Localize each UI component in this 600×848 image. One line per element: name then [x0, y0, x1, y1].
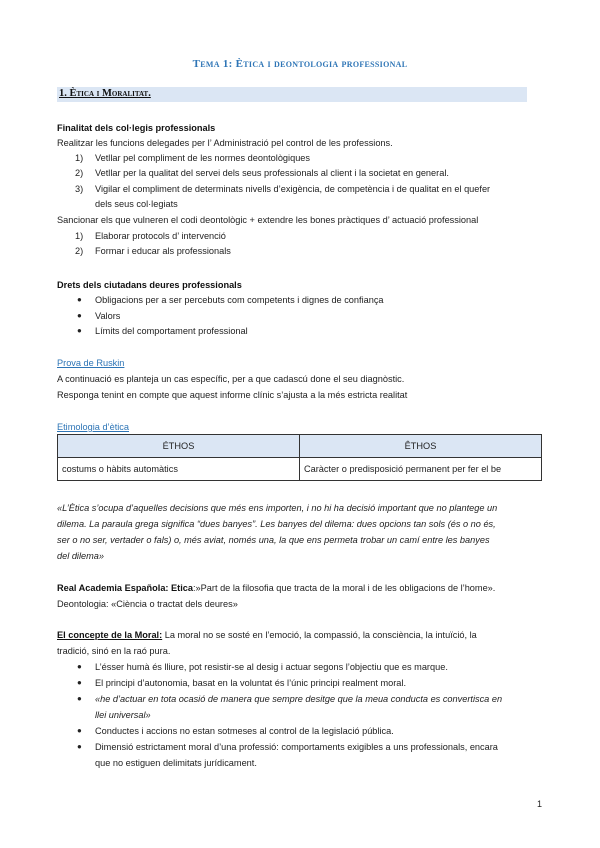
list-number: 1) [75, 231, 84, 241]
table-header-row [58, 435, 542, 458]
etymology-table [57, 434, 542, 481]
list-item: Conductes i accions no estan sotmeses al control de la legislació pública. [95, 726, 394, 736]
list-number: 2) [75, 246, 84, 256]
bullet-icon: ● [77, 295, 82, 304]
document-title: Tema 1: Ètica i deontologia professional [192, 58, 408, 70]
list-item: Dimensió estrictament moral d’una professió: comportaments exigibles a uns professionals, encara [95, 742, 498, 752]
bullet-icon: ● [77, 662, 82, 671]
list-item: Vigilar el compliment de determinats nivells d’exigència, de competència i de qualitat en el quefer [95, 184, 491, 194]
bullet-icon: ● [77, 311, 82, 320]
moral-label: El concepte de la Moral: [57, 630, 163, 640]
list-item: Límits del comportament professional [95, 326, 248, 336]
rae-label: Real Academia Española: Etica [57, 583, 193, 593]
finalitat-heading: Finalitat dels col·legis professionals [57, 123, 216, 133]
bullet-icon: ● [77, 326, 82, 335]
list-item: Elaborar protocols d’ intervenció [95, 231, 226, 241]
quote-line: del dilema» [57, 551, 104, 561]
section-heading: 1. Ètica i Moralitat. [59, 88, 151, 99]
bullet-icon: ● [77, 678, 82, 687]
list-item: El principi d’autonomia, basat en la voluntat és l’únic principi realment moral. [95, 678, 407, 688]
ruskin-line: Responga tenint en compte que aquest informe clínic s’ajusta a la més estricta realitat [57, 390, 408, 400]
list-item: L’ésser humà és lliure, pot resistir-se al desig i actuar segons l’objectiu que es marque. [95, 662, 448, 672]
table-cell: Caràcter o predisposició permanent per fer el be [300, 458, 542, 481]
bullet-icon: ● [77, 694, 82, 703]
list-item: «he d’actuar en tota ocasió de manera que sempre desitge que la meua conducta es convertisca en [95, 694, 503, 704]
etimologia-heading-link[interactable]: Etimologia d’ètica [57, 422, 130, 432]
moral-text-continuation: tradició, sinó en la raó pura. [57, 646, 171, 656]
moral-paragraph [57, 629, 477, 641]
rae-definition [57, 582, 495, 594]
list-item-continuation: llei universal» [95, 710, 151, 720]
drets-heading: Drets dels ciutadans deures professionals [57, 280, 242, 290]
moral-text: La moral no se sosté en l’emoció, la compassió, la consciència, la intuïció, la [162, 630, 477, 640]
list-item: Valors [95, 311, 121, 321]
quote-line: ser o no ser, vertader o fals) o, més aviat, només una, la que ens permeta trobar un camí entre les banyes [57, 535, 490, 545]
list-item: Vetllar pel compliment de les normes deontològiques [95, 153, 311, 163]
quote-line: dilema. La paraula grega significa “dues banyes”. Les banyes del dilema: dues opcions tan sols (és o no és, [57, 519, 496, 529]
table-header-cell: ÉTHOS [58, 435, 300, 458]
list-number: 2) [75, 168, 84, 178]
bullet-icon: ● [77, 742, 82, 751]
quote-line: «L’Ètica s’ocupa d’aquelles decisions que més ens importen, i no hi ha decisió important que no plantege un [57, 503, 498, 513]
list-number: 3) [75, 184, 84, 194]
rae-text: :»Part de la filosofia que tracta de la moral i de les obligacions de l’home». [193, 583, 496, 593]
ruskin-line: A continuació es planteja un cas específic, per a que cadascú done el seu diagnòstic. [57, 374, 405, 384]
list-item-continuation: dels seus col·legiats [95, 199, 178, 209]
page-number: 1 [536, 799, 542, 809]
list-item-continuation: que no estiguen delimitats jurídicament. [95, 758, 257, 768]
list-item: Vetllar per la qualitat del servei dels seus professionals al client i la societat en general. [95, 168, 449, 178]
sancionar-text: Sancionar els que vulneren el codi deontològic + extendre les bones pràctiques d’ actuació professional [57, 215, 479, 225]
table-header-cell: ÊTHOS [300, 435, 542, 458]
list-number: 1) [75, 153, 84, 163]
table-row [58, 458, 542, 481]
deontologia-definition: Deontologia: «Ciència o tractat dels deures» [57, 599, 238, 609]
ruskin-heading-link[interactable]: Prova de Ruskin [57, 358, 125, 368]
table-cell: costums o hàbits automàtics [58, 458, 300, 481]
bullet-icon: ● [77, 726, 82, 735]
list-item: Obligacions per a ser percebuts com competents i dignes de confiança [95, 295, 384, 305]
list-item: Formar i educar als professionals [95, 246, 231, 256]
finalitat-intro: Realitzar les funcions delegades per l’ Administració pel control de les professions. [57, 138, 393, 148]
